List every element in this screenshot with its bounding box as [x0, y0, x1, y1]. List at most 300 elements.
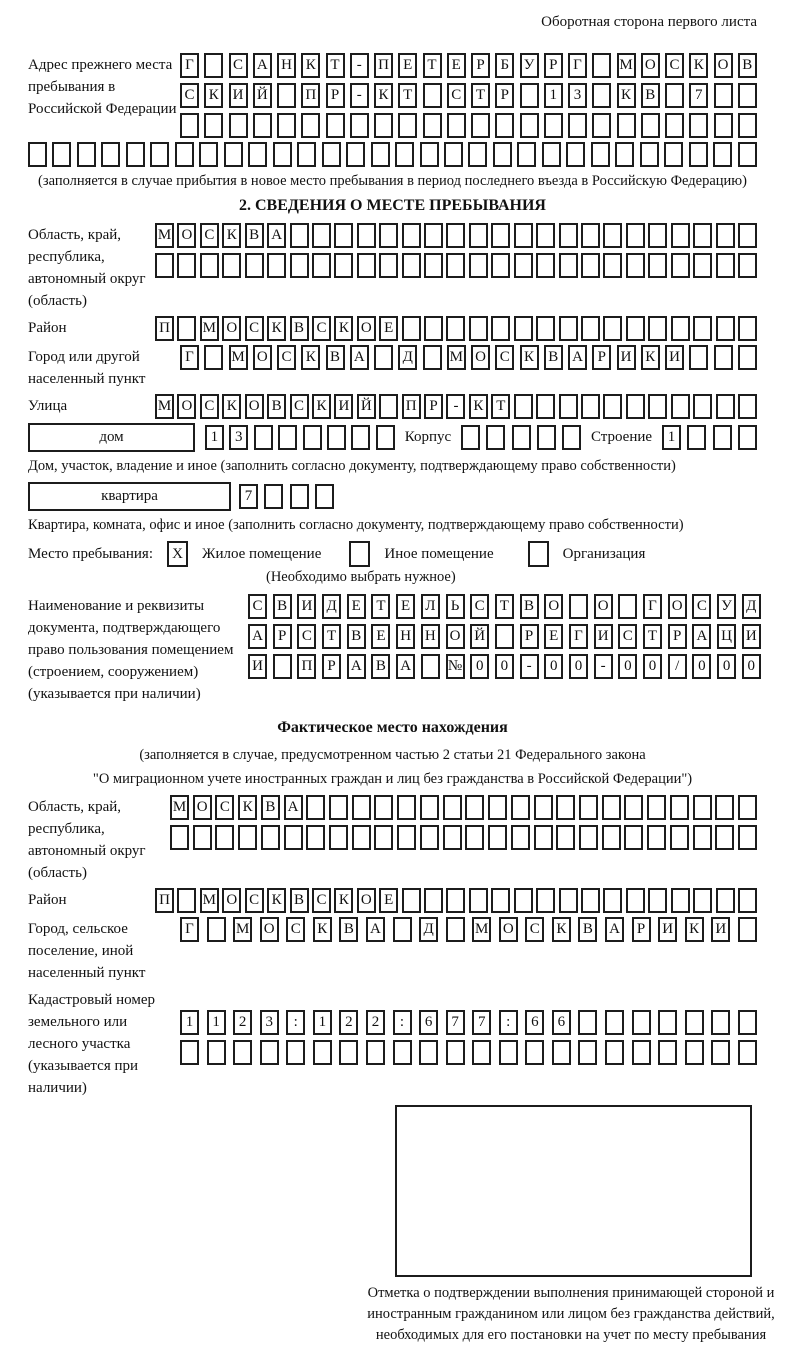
char-box: [424, 888, 443, 913]
char-box: [357, 253, 376, 278]
char-box: [374, 825, 393, 850]
char-box: О: [260, 917, 279, 942]
char-box: [233, 1040, 252, 1065]
char-box: №: [446, 654, 465, 679]
char-box: [357, 223, 376, 248]
char-box: [544, 113, 563, 138]
oblast-block: [28, 223, 757, 312]
org-label: Организация: [562, 545, 646, 562]
char-box: [397, 825, 416, 850]
char-box: [536, 888, 555, 913]
char-box: [402, 888, 421, 913]
char-box: [711, 1010, 730, 1035]
char-box: Г: [180, 917, 199, 942]
char-box: [711, 1040, 730, 1065]
dom-line: [28, 423, 757, 452]
char-box: [376, 425, 395, 450]
char-box: 0: [742, 654, 761, 679]
section2-title: 2. СВЕДЕНИЯ О МЕСТЕ ПРЕБЫВАНИЯ: [239, 197, 546, 214]
char-box: П: [374, 53, 393, 78]
char-box: Й: [357, 394, 376, 419]
char-box: Р: [424, 394, 443, 419]
char-box: [334, 223, 353, 248]
char-boxes-row: [239, 484, 334, 509]
org-checkbox: [528, 541, 549, 567]
char-box: [284, 825, 303, 850]
char-box: 0: [717, 654, 736, 679]
char-box: [716, 888, 735, 913]
char-box: [290, 253, 309, 278]
char-box: 6: [419, 1010, 438, 1035]
char-box: [77, 142, 96, 167]
char-boxes-row: [155, 223, 757, 248]
char-box: [379, 394, 398, 419]
char-box: Р: [495, 83, 514, 108]
char-box: С: [312, 888, 331, 913]
char-box: М: [229, 345, 248, 370]
char-box: К: [222, 223, 241, 248]
char-box: [150, 142, 169, 167]
mesto-label: Место пребывания:: [28, 545, 153, 562]
char-box: М: [155, 394, 174, 419]
char-box: [495, 624, 514, 649]
char-box: [491, 223, 510, 248]
char-box: [207, 1040, 226, 1065]
char-box: [714, 345, 733, 370]
char-box: [469, 223, 488, 248]
char-box: Р: [632, 917, 651, 942]
char-boxes-row: [155, 253, 757, 278]
char-box: 0: [495, 654, 514, 679]
char-box: [393, 917, 412, 942]
char-box: Г: [643, 594, 662, 619]
char-box: К: [313, 917, 332, 942]
char-box: С: [297, 624, 316, 649]
char-box: М: [200, 888, 219, 913]
char-box: А: [253, 53, 272, 78]
char-box: 1: [544, 83, 563, 108]
inoe-checkbox: [349, 541, 370, 567]
char-box: [312, 253, 331, 278]
char-box: О: [357, 316, 376, 341]
char-box: К: [685, 917, 704, 942]
char-box: [658, 1010, 677, 1035]
char-box: 0: [544, 654, 563, 679]
char-box: [446, 1040, 465, 1065]
char-box: 7: [472, 1010, 491, 1035]
zhiloe-checkbox: X: [167, 541, 188, 567]
char-box: [229, 113, 248, 138]
char-box: О: [245, 394, 264, 419]
char-box: С: [200, 223, 219, 248]
char-box: [559, 316, 578, 341]
char-box: 1: [207, 1010, 226, 1035]
char-box: 0: [618, 654, 637, 679]
char-box: Б: [495, 53, 514, 78]
char-box: Н: [277, 53, 296, 78]
char-box: Е: [347, 594, 366, 619]
char-boxes-row: [248, 594, 761, 619]
char-box: В: [273, 594, 292, 619]
char-box: [626, 253, 645, 278]
stamp-note: Отметка о подтверждении выполнения принимающей стороной и иностранным гражданином или лицом без гражданства действий, необходимых для его постановки на учет по месту пребывания: [367, 1285, 775, 1343]
char-box: [303, 425, 322, 450]
ulitsa-block: [28, 394, 757, 419]
char-box: Д: [322, 594, 341, 619]
char-box: [716, 253, 735, 278]
char-box: А: [284, 795, 303, 820]
raion-label: Район: [28, 320, 67, 336]
char-box: [491, 888, 510, 913]
char-box: О: [641, 53, 660, 78]
char-box: [327, 425, 346, 450]
char-box: Е: [396, 594, 415, 619]
raion-block: [28, 316, 757, 341]
char-box: [379, 253, 398, 278]
char-box: :: [499, 1010, 518, 1035]
char-box: М: [617, 53, 636, 78]
char-box: 3: [229, 425, 248, 450]
char-box: [713, 142, 732, 167]
char-box: [603, 316, 622, 341]
char-box: К: [301, 53, 320, 78]
char-box: [177, 316, 196, 341]
char-box: Е: [379, 888, 398, 913]
char-box: М: [155, 223, 174, 248]
char-box: [670, 825, 689, 850]
char-box: [511, 795, 530, 820]
char-box: А: [350, 345, 369, 370]
char-box: [693, 795, 712, 820]
char-boxes-row: [155, 888, 757, 913]
char-box: 0: [692, 654, 711, 679]
char-box: [671, 316, 690, 341]
fact-oblast-label: Область, край, республика, автономный округ (область): [28, 799, 146, 881]
char-box: [126, 142, 145, 167]
char-box: [624, 795, 643, 820]
char-box: 3: [568, 83, 587, 108]
char-box: И: [665, 345, 684, 370]
char-box: [618, 594, 637, 619]
char-box: С: [200, 394, 219, 419]
document-label: Наименование и реквизиты документа, подтверждающего право пользования помещением (строением, сооружением) (указывается при наличии): [28, 598, 234, 702]
char-box: М: [233, 917, 252, 942]
char-box: 2: [366, 1010, 385, 1035]
char-box: [581, 316, 600, 341]
kadastr-label: Кадастровый номер земельного или лесного участка (указывается при наличии): [28, 992, 155, 1096]
char-box: М: [472, 917, 491, 942]
char-box: [301, 113, 320, 138]
char-box: [693, 316, 712, 341]
char-box: [591, 142, 610, 167]
char-box: [374, 113, 393, 138]
char-boxes-row: [662, 425, 757, 450]
char-boxes-row: [180, 83, 757, 108]
char-box: 2: [339, 1010, 358, 1035]
char-box: [465, 825, 484, 850]
char-box: [273, 142, 292, 167]
char-box: К: [520, 345, 539, 370]
char-box: [446, 253, 465, 278]
char-box: [685, 1010, 704, 1035]
char-box: [685, 1040, 704, 1065]
char-box: Е: [447, 53, 466, 78]
fact-raion-label: Район: [28, 892, 67, 908]
char-box: С: [312, 316, 331, 341]
char-box: [514, 394, 533, 419]
char-box: [689, 142, 708, 167]
char-box: Ц: [717, 624, 736, 649]
char-box: Т: [471, 83, 490, 108]
char-box: [714, 113, 733, 138]
char-box: Е: [379, 316, 398, 341]
char-box: [665, 113, 684, 138]
char-box: [640, 142, 659, 167]
fact-oblast-rows: [170, 795, 757, 850]
char-box: [648, 394, 667, 419]
char-boxes-row: [180, 53, 757, 78]
char-box: [626, 394, 645, 419]
char-box: [581, 888, 600, 913]
char-box: [352, 795, 371, 820]
prev-address-label: Адрес прежнего места пребывания в Российской Федерации: [28, 57, 177, 117]
char-box: 7: [239, 484, 258, 509]
char-box: [374, 795, 393, 820]
char-box: [602, 795, 621, 820]
char-box: [578, 1040, 597, 1065]
char-box: [290, 484, 309, 509]
char-box: А: [267, 223, 286, 248]
char-box: Г: [569, 624, 588, 649]
fact-title: Фактическое место нахождения: [277, 719, 508, 736]
char-box: [671, 394, 690, 419]
char-box: В: [738, 53, 757, 78]
char-box: [517, 142, 536, 167]
char-box: [581, 223, 600, 248]
char-box: 1: [662, 425, 681, 450]
char-box: 6: [552, 1010, 571, 1035]
char-box: 0: [569, 654, 588, 679]
fact-oblast-block: [28, 795, 757, 884]
char-box: А: [605, 917, 624, 942]
char-box: Д: [419, 917, 438, 942]
char-box: [446, 316, 465, 341]
char-box: Н: [396, 624, 415, 649]
char-box: [306, 795, 325, 820]
char-box: [738, 223, 757, 248]
char-box: [170, 825, 189, 850]
char-box: И: [658, 917, 677, 942]
char-box: [493, 142, 512, 167]
char-box: [641, 113, 660, 138]
char-box: С: [215, 795, 234, 820]
char-box: А: [692, 624, 711, 649]
char-box: [687, 425, 706, 450]
char-box: [693, 253, 712, 278]
char-box: [514, 888, 533, 913]
char-box: [542, 142, 561, 167]
char-box: Т: [495, 594, 514, 619]
oblast-label: Область, край, республика, автономный округ (область): [28, 227, 146, 309]
char-box: О: [193, 795, 212, 820]
char-box: [693, 888, 712, 913]
char-box: У: [717, 594, 736, 619]
char-box: [648, 223, 667, 248]
char-box: И: [229, 83, 248, 108]
char-box: [366, 1040, 385, 1065]
char-box: А: [347, 654, 366, 679]
char-box: Й: [470, 624, 489, 649]
char-box: [738, 1040, 757, 1065]
char-box: 1: [313, 1010, 332, 1035]
char-box: С: [495, 345, 514, 370]
char-box: А: [366, 917, 385, 942]
inoe-label: Иное помещение: [384, 545, 494, 562]
char-box: [339, 1040, 358, 1065]
char-box: О: [714, 53, 733, 78]
char-box: В: [578, 917, 597, 942]
char-box: [738, 917, 757, 942]
char-box: О: [668, 594, 687, 619]
char-box: В: [326, 345, 345, 370]
char-box: А: [396, 654, 415, 679]
char-box: [559, 253, 578, 278]
char-box: [420, 825, 439, 850]
char-box: [222, 253, 241, 278]
char-box: [738, 142, 757, 167]
stroenie-label: Строение: [590, 429, 653, 445]
char-box: К: [267, 888, 286, 913]
char-box: [559, 888, 578, 913]
char-box: [267, 253, 286, 278]
char-box: [461, 425, 480, 450]
char-boxes-row: [28, 142, 757, 167]
char-box: [469, 888, 488, 913]
char-box: [402, 253, 421, 278]
char-box: [444, 142, 463, 167]
char-box: [326, 113, 345, 138]
char-box: О: [357, 888, 376, 913]
char-box: [738, 1010, 757, 1035]
char-box: [446, 888, 465, 913]
char-box: [647, 795, 666, 820]
char-box: С: [447, 83, 466, 108]
char-box: [334, 253, 353, 278]
char-box: [486, 425, 505, 450]
char-box: /: [668, 654, 687, 679]
kvartira-note: Квартира, комната, офис и иное (заполнить согласно документу, подтверждающему право собственности): [28, 517, 684, 533]
char-box: К: [312, 394, 331, 419]
char-box: Р: [520, 624, 539, 649]
kadastr-rows: [180, 1010, 757, 1065]
prev-address-rows: [180, 53, 757, 138]
char-box: Д: [742, 594, 761, 619]
char-box: Ь: [446, 594, 465, 619]
char-box: В: [641, 83, 660, 108]
char-box: [471, 113, 490, 138]
char-box: [238, 825, 257, 850]
char-box: О: [253, 345, 272, 370]
char-box: С: [248, 594, 267, 619]
char-box: [671, 888, 690, 913]
char-boxes-row: [155, 316, 757, 341]
char-box: -: [350, 83, 369, 108]
kadastr-block: [28, 988, 757, 1099]
char-box: 2: [233, 1010, 252, 1035]
char-box: [465, 795, 484, 820]
char-box: [215, 825, 234, 850]
char-box: [277, 113, 296, 138]
char-box: -: [594, 654, 613, 679]
char-boxes-row: [205, 425, 395, 450]
char-box: -: [350, 53, 369, 78]
char-box: [738, 394, 757, 419]
char-box: [488, 825, 507, 850]
char-boxes-row: [180, 1010, 757, 1035]
char-box: [603, 223, 622, 248]
char-box: С: [692, 594, 711, 619]
char-box: [716, 223, 735, 248]
char-box: [568, 113, 587, 138]
char-box: Т: [423, 53, 442, 78]
char-box: Е: [544, 624, 563, 649]
char-box: [566, 142, 585, 167]
char-box: И: [711, 917, 730, 942]
fact-raion-block: [28, 888, 757, 913]
char-box: [536, 316, 555, 341]
char-box: [329, 795, 348, 820]
char-box: [670, 795, 689, 820]
char-boxes-row: [180, 345, 757, 370]
char-box: [512, 425, 531, 450]
char-box: С: [245, 316, 264, 341]
char-box: [738, 795, 757, 820]
char-box: О: [594, 594, 613, 619]
char-box: [254, 425, 273, 450]
char-box: В: [261, 795, 280, 820]
char-box: [693, 825, 712, 850]
char-box: 1: [205, 425, 224, 450]
char-box: [469, 316, 488, 341]
char-box: Р: [471, 53, 490, 78]
char-box: [224, 142, 243, 167]
char-box: [559, 394, 578, 419]
char-box: [624, 825, 643, 850]
fact-gorod-block: [28, 917, 757, 984]
char-box: [648, 316, 667, 341]
char-box: [207, 917, 226, 942]
char-box: О: [544, 594, 563, 619]
fact-gorod-label: Город, сельское поселение, иной населенный пункт: [28, 921, 146, 981]
char-box: [693, 394, 712, 419]
char-box: 3: [260, 1010, 279, 1035]
char-box: [738, 83, 757, 108]
char-box: [615, 142, 634, 167]
char-box: [499, 1040, 518, 1065]
char-box: К: [301, 345, 320, 370]
char-box: Н: [421, 624, 440, 649]
char-box: [617, 113, 636, 138]
char-box: [514, 316, 533, 341]
char-box: [569, 594, 588, 619]
char-box: [199, 142, 218, 167]
char-box: [261, 825, 280, 850]
char-box: [306, 825, 325, 850]
char-box: [671, 223, 690, 248]
char-box: Е: [398, 53, 417, 78]
char-box: 0: [470, 654, 489, 679]
char-box: Р: [326, 83, 345, 108]
